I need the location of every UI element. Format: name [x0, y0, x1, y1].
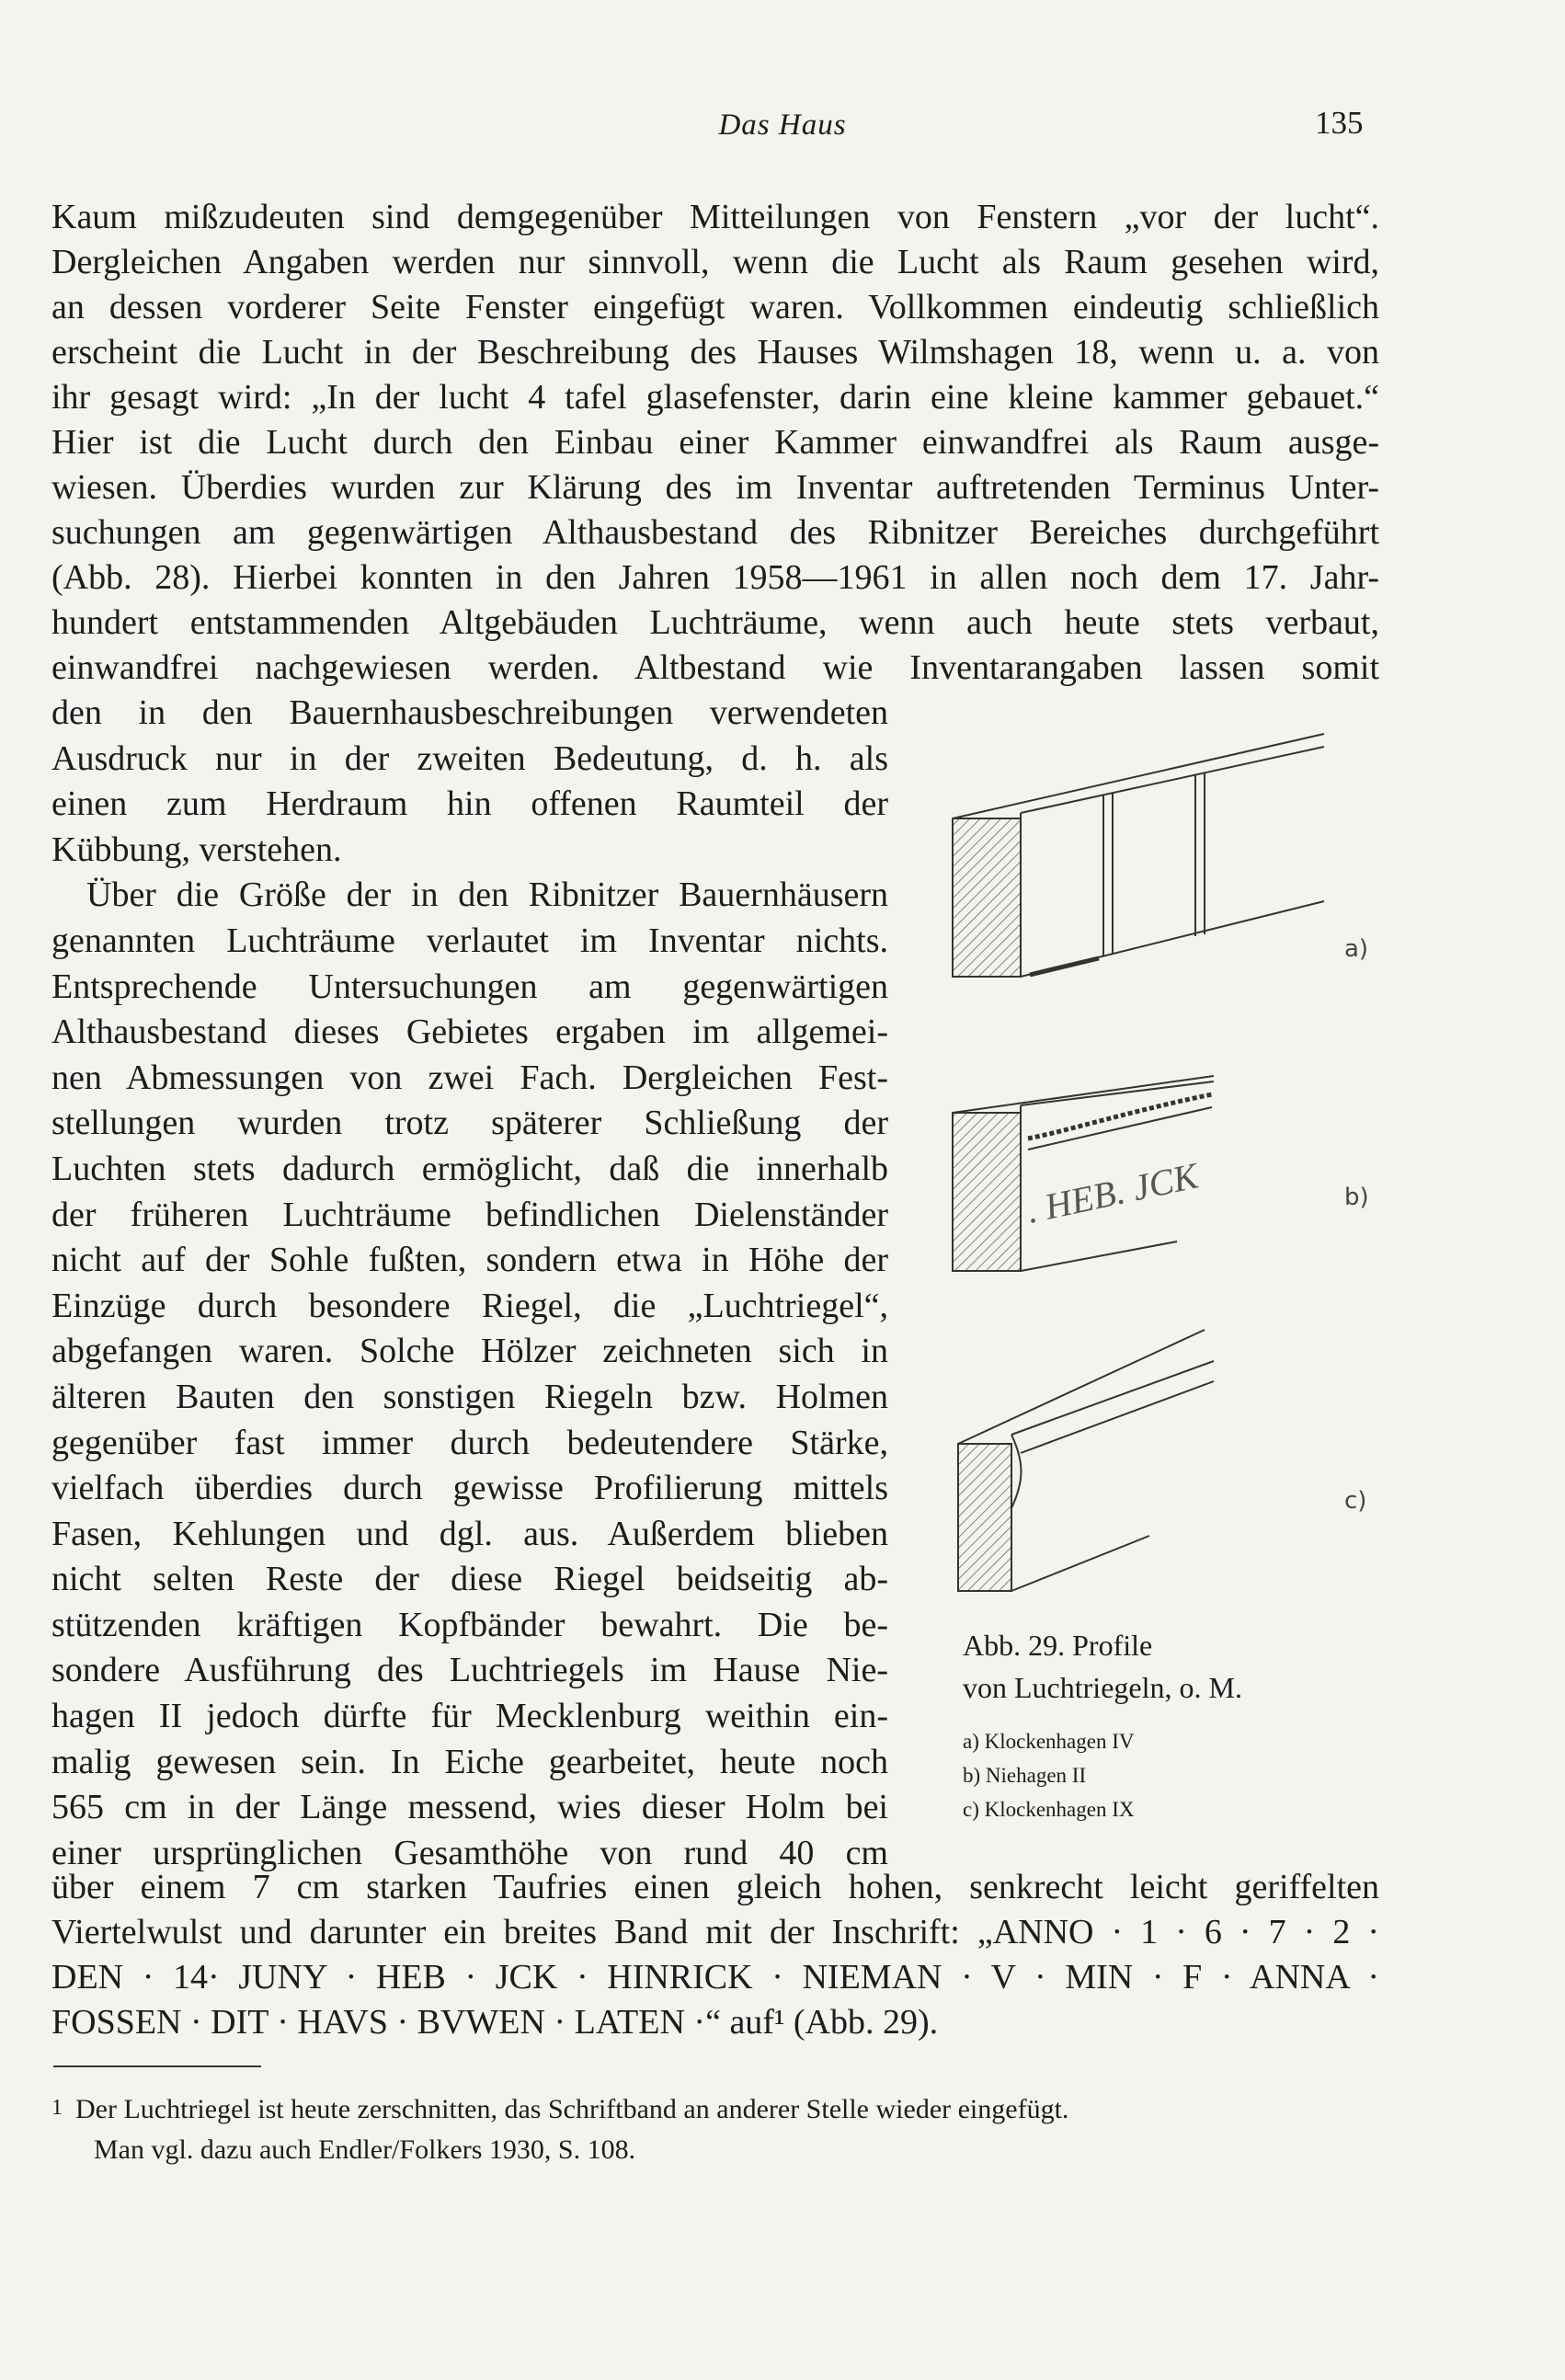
text-line: wiesen. Überdies wurden zur Klärung des im Inventar auftretenden Terminus Unter-	[51, 468, 1379, 507]
text-line: einer ursprünglichen Gesamthöhe von rund 40 cm	[51, 1833, 888, 1872]
text-line: der früheren Luchträume befindlichen Dielenständer	[51, 1195, 888, 1234]
text-line: stellungen wurden trotz späterer Schließung der	[51, 1104, 888, 1143]
text-line: hagen II jedoch dürfte für Mecklenburg weithin ein-	[51, 1697, 888, 1736]
text-line: Entsprechende Untersuchungen am gegenwärtigen	[51, 967, 888, 1006]
text-line: Über die Größe der in den Ribnitzer Bauernhäusern	[86, 875, 888, 915]
text-line: ihr gesagt wird: „In der lucht 4 tafel glasefenster, darin eine kleine kammer gebauet.“	[51, 378, 1379, 417]
footnote-line	[51, 2088, 1394, 2130]
text-line: nicht selten Reste der diese Riegel beidseitig ab-	[51, 1560, 888, 1599]
text-line: genannten Luchträume verlautet im Inventar nichts.	[51, 921, 888, 960]
footnote-mark: 1	[51, 2096, 63, 2120]
text-line: Fasen, Kehlungen und dgl. aus. Außerdem blieben	[51, 1514, 888, 1553]
text-line: nen Abmessungen von zwei Fach. Dergleichen Fest-	[51, 1058, 888, 1097]
figure-caption	[963, 1624, 1395, 1709]
figure-caption-items	[963, 1724, 1134, 1826]
text-line: über einem 7 cm starken Taufries einen gleich hohen, senkrecht leicht geriffelten	[51, 1868, 1379, 1906]
caption-item: a) Klockenhagen IV	[963, 1730, 1135, 1753]
text-line: an dessen vorderer Seite Fenster eingefügt waren. Vollkommen eindeutig schließlich	[51, 288, 1379, 326]
beam-profiles-drawing	[947, 727, 1425, 1609]
text-line: vielfach überdies durch gewisse Profilierung mittels	[51, 1469, 888, 1508]
body-text-column	[51, 691, 888, 1876]
text-line: Einzüge durch besondere Riegel, die „Luchtriegel“,	[51, 1286, 888, 1325]
caption-item: b) Niehagen II	[963, 1764, 1087, 1787]
caption-line: von Luchtriegeln, o. M.	[963, 1671, 1242, 1704]
text-line: Kaum mißzudeuten sind demgegenüber Mitteilungen von Fenstern „vor der lucht“.	[51, 198, 1379, 236]
body-text-bottom	[51, 1865, 1379, 2045]
inscription-heb-jck: . HEB. JCK	[1022, 1154, 1202, 1231]
text-line: den in den Bauernhausbeschreibungen verwendeten	[51, 693, 888, 732]
figure-beam-profiles	[947, 727, 1425, 1674]
text-line: Hier ist die Lucht durch den Einbau einer Kammer einwandfrei als Raum ausge-	[51, 423, 1379, 462]
footnote	[51, 2088, 1394, 2170]
text-line: Dergleichen Angaben werden nur sinnvoll, wenn die Lucht als Raum gesehen wird,	[51, 243, 1379, 281]
text-line: Ausdruck nur in der zweiten Bedeutung, d. h. als	[51, 738, 888, 778]
text-line: einen zum Herdraum hin offenen Raumteil der	[51, 784, 888, 824]
figure-label-c: c)	[1344, 1487, 1367, 1515]
beam-profile-a	[953, 734, 1324, 977]
beam-profile-c	[958, 1330, 1214, 1591]
footnote-rule	[53, 2065, 261, 2067]
text-line: Luchten stets dadurch ermöglicht, daß die innerhalb	[51, 1149, 888, 1188]
text-line: einwandfrei nachgewiesen werden. Altbestand wie Inventarangaben lassen somit	[51, 648, 1379, 687]
text-line: suchungen am gegenwärtigen Althausbestand des Ribnitzer Bereiches durchgeführt	[51, 513, 1379, 552]
text-line: Althausbestand dieses Gebietes ergaben im allgemei-	[51, 1013, 888, 1052]
text-line: abgefangen waren. Solche Hölzer zeichneten sich in	[51, 1332, 888, 1371]
text-line: gegenüber fast immer durch bedeutendere Stärke,	[51, 1423, 888, 1462]
text-line: DEN · 14· JUNY · HEB · JCK · HINRICK · NIEMAN · V · MIN · F · ANNA ·	[51, 1958, 1379, 1997]
body-text-top	[51, 195, 1379, 691]
caption-item: c) Klockenhagen IX	[963, 1798, 1135, 1821]
figure-label-b: b)	[1344, 1184, 1369, 1211]
running-header: Das Haus	[718, 109, 847, 142]
text-line: Viertelwulst und darunter ein breites Band mit der Inschrift: „ANNO · 1 · 6 · 7 · 2 ·	[51, 1913, 1379, 1951]
text-line: Kübbung, verstehen.	[51, 830, 342, 869]
footnote-line: Man vgl. dazu auch Endler/Folkers 1930, S. 108.	[94, 2134, 636, 2165]
page-number: 135	[1315, 105, 1364, 141]
text-line: älteren Bauten den sonstigen Riegeln bzw. Holmen	[51, 1377, 888, 1416]
footnote-text: Der Luchtriegel ist heute zerschnitten, das Schriftband an anderer Stelle wieder eingefügt.	[75, 2094, 1069, 2124]
text-line: malig gewesen sein. In Eiche gearbeitet, heute noch	[51, 1742, 888, 1781]
figure-label-a: a)	[1344, 935, 1369, 963]
text-line: erscheint die Lucht in der Beschreibung des Hauses Wilmshagen 18, wenn u. a. von	[51, 333, 1379, 372]
text-line: sondere Ausführung des Luchtriegels im Hause Nie-	[51, 1651, 888, 1690]
text-line: FOSSEN · DIT · HAVS · BVWEN · LATEN ·“ auf¹ (Abb. 29).	[51, 2003, 939, 2042]
text-line: stützenden kräftigen Kopfbänder bewahrt. Die be-	[51, 1605, 888, 1644]
text-line: nicht auf der Sohle fußten, sondern etwa in Höhe der	[51, 1241, 888, 1280]
text-line: 565 cm in der Länge messend, wies dieser Holm bei	[51, 1788, 888, 1827]
text-line: (Abb. 28). Hierbei konnten in den Jahren 1958—1961 in allen noch dem 17. Jahr-	[51, 558, 1379, 597]
caption-line: Abb. 29. Profile	[963, 1629, 1153, 1662]
text-line: hundert entstammenden Altgebäuden Luchträume, wenn auch heute stets verbaut,	[51, 603, 1379, 642]
